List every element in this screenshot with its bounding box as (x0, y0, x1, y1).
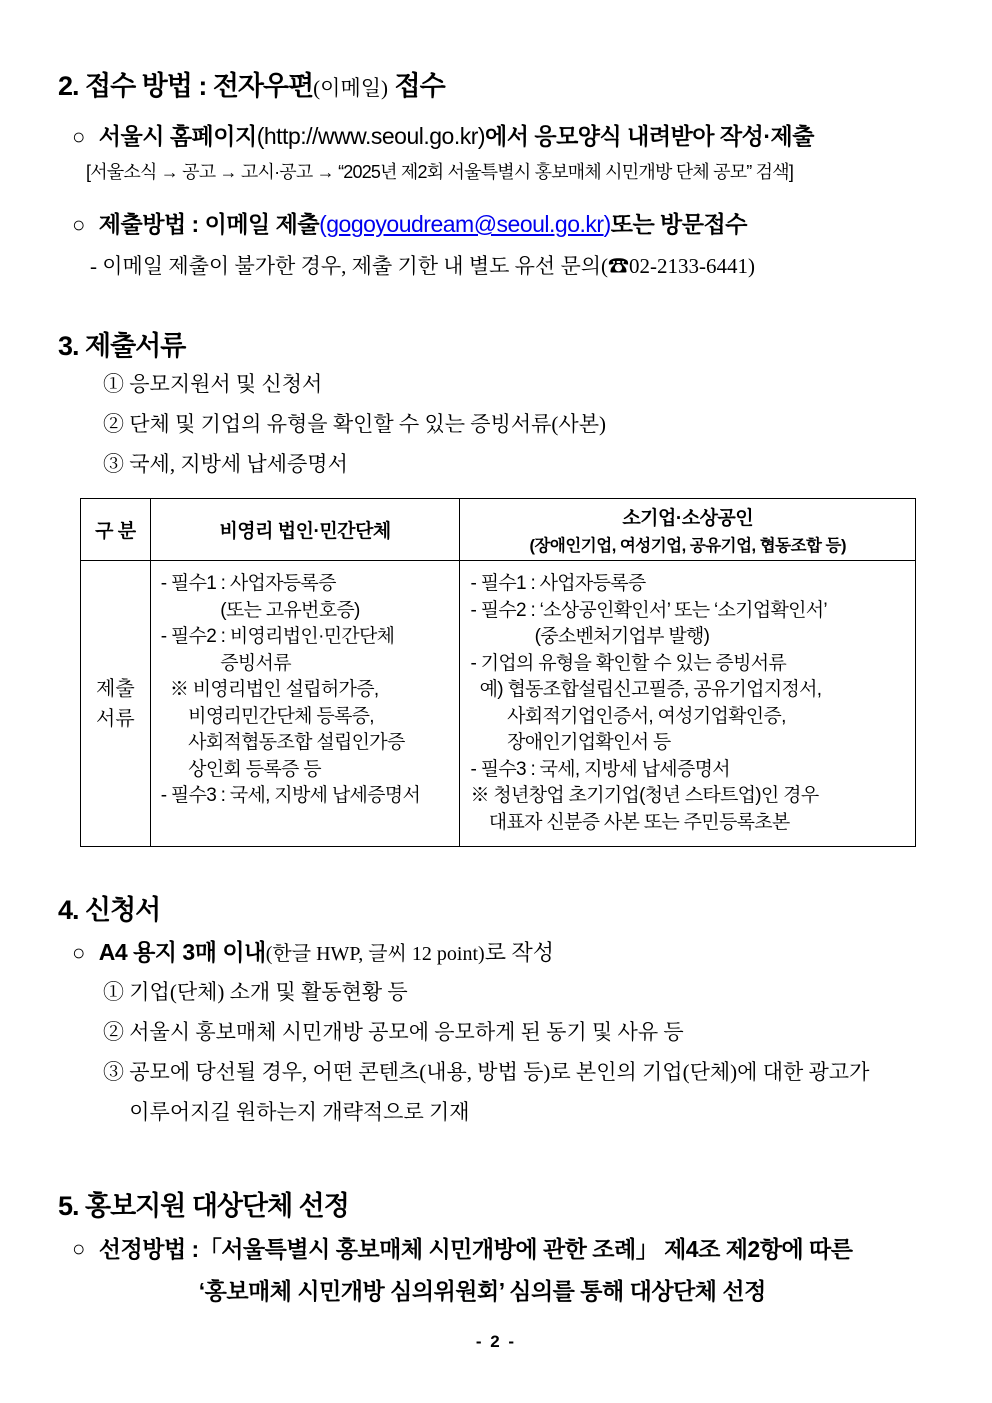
section2-bullet-submit-method (72, 206, 747, 239)
a4-tail: 로 작성 (484, 940, 554, 965)
table-cell-line: 사회적기업인증서, 여성기업확인증, (470, 705, 786, 727)
email-paren-open: ( (319, 211, 327, 237)
table-header-smallbiz-title: 소기업·소상공인 (622, 508, 754, 529)
section4-heading-text: 4. 신청서 (58, 895, 161, 925)
section2-heading (58, 64, 445, 103)
submit-method-bold: 제출방법 : 이메일 제출 (98, 211, 320, 237)
section4-item-list (103, 972, 869, 1132)
table-cell-line: 증빙서류 (160, 652, 291, 674)
table-cell-nonprofit (150, 561, 460, 847)
homepage-url: (http://www.seoul.go.kr) (256, 123, 486, 149)
section2-bullet-homepage (72, 118, 814, 151)
table-cell-line: ※ 비영리법인 설립허가증, (160, 679, 379, 700)
row-label-line2: 서류 (96, 707, 135, 730)
table-header-smallbiz (460, 499, 916, 561)
table-cell-smallbiz (460, 561, 916, 847)
section3-item: ① 응모지원서 및 신청서 (103, 372, 323, 396)
section5-heading-text: 5. 홍보지원 대상단체 선정 (58, 1191, 349, 1221)
section2-heading-tail: 접수 (388, 71, 445, 101)
section5-heading (58, 1184, 349, 1223)
a4-paren: (한글 HWP, 글씨 12 point) (265, 943, 485, 965)
table-cell-line: (중소벤처기업부 발행) (470, 626, 710, 647)
table-cell-line: 대표자 신분증 사본 또는 주민등록초본 (470, 811, 790, 833)
circle-bullet-icon: ○ (72, 1236, 85, 1261)
a4-bold: A4 용지 3매 이내 (98, 939, 266, 965)
homepage-text-bold: 서울시 홈페이지 (98, 123, 257, 149)
table-cell-line: - 필수3 : 국세, 지방세 납세증명서 (160, 785, 421, 806)
section4-item: 이루어지길 원하는지 개략적으로 기재 (103, 1100, 470, 1124)
table-cell-line: 장애인기업확인서 등 (470, 732, 671, 753)
submission-documents-table (80, 498, 916, 847)
selection-line1: 「서울특별시 홍보매체 시민개방에 관한 조례」 제4조 제2항에 따른 (198, 1236, 853, 1262)
section3-heading-text: 3. 제출서류 (58, 331, 186, 361)
table-cell-line: - 필수1 : 사업자등록증 (160, 573, 336, 594)
section2-heading-paren: (이메일) (313, 76, 389, 100)
section2-heading-main: 2. 접수 방법 : 전자우편 (58, 71, 314, 101)
table-cell-line: 비영리민간단체 등록증, (160, 705, 374, 727)
table-header-smallbiz-sub: (장애인기업, 여성기업, 공유기업, 협동조합 등) (529, 537, 846, 555)
section4-bullet-a4 (72, 934, 554, 967)
email-link[interactable]: gogoyoudream@seoul.go.kr (326, 211, 604, 237)
table-header-nonprofit: 비영리 법인·민간단체 (150, 499, 460, 561)
selection-line2: ‘홍보매체 시민개방 심의위원회’ 심의를 통해 대상단체 선정 (198, 1278, 766, 1304)
smallbiz-requirements (460, 561, 915, 836)
table-cell-line: - 필수3 : 국세, 지방세 납세증명서 (470, 758, 730, 780)
table-cell-line: 상인회 등록증 등 (160, 758, 321, 780)
selection-lines (199, 1228, 853, 1312)
section4-heading (58, 888, 160, 927)
row-label-line1: 제출 (96, 677, 135, 700)
section5-bullet-selection (72, 1228, 852, 1312)
table-cell-line: 예) 협동조합설립신고필증, 공유기업지정서, (470, 679, 822, 700)
submit-method-tail: 또는 방문접수 (610, 211, 747, 237)
table-cell-line: - 필수2 : 비영리법인·민간단체 (160, 626, 395, 647)
email-paren-close: ) (603, 211, 611, 237)
phone-note: - 이메일 제출이 불가한 경우, 제출 기한 내 별도 유선 문의(☎02-2133-6441) (90, 254, 756, 278)
section3-item: ③ 국세, 지방세 납세증명서 (103, 452, 348, 476)
section4-item: ① 기업(단체) 소개 및 활동현황 등 (103, 980, 408, 1004)
table-header-category: 구 분 (81, 499, 151, 561)
table-cell-line: 사회적협동조합 설립인가증 (160, 732, 405, 753)
table-header-row (81, 499, 916, 561)
table-cell-line: ※ 청년창업 초기기업(청년 스타트업)인 경우 (470, 785, 819, 806)
page-number: - 2 - (475, 1332, 517, 1351)
table-cell-line: - 필수2 : ‘소상공인확인서’ 또는 ‘소기업확인서’ (470, 599, 827, 621)
section4-item: ③ 공모에 당선될 경우, 어떤 콘텐츠(내용, 방법 등)로 본인의 기업(단체)에 대한 광고가 (103, 1060, 870, 1084)
table-cell-line: - 기업의 유형을 확인할 수 있는 증빙서류 (470, 652, 787, 674)
section3-heading (58, 324, 185, 363)
site-navigation-path: [서울소식 → 공고 → 고시·공고 → “2025년 제2회 서울특별시 홍보매체 시민개방 단체 공모” 검색] (86, 162, 794, 182)
selection-label: 선정방법 : (98, 1236, 199, 1262)
table-body-row (81, 561, 916, 847)
table-cell-line: (또는 고유번호증) (160, 599, 360, 621)
homepage-text-tail: 에서 응모양식 내려받아 작성·제출 (485, 123, 814, 149)
table-row-label (81, 561, 151, 847)
table-cell-line: - 필수1 : 사업자등록증 (470, 573, 646, 594)
section3-item: ② 단체 및 기업의 유형을 확인할 수 있는 증빙서류(사본) (103, 412, 606, 436)
section3-item-list (103, 364, 606, 484)
section4-item: ② 서울시 홍보매체 시민개방 공모에 응모하게 된 동기 및 사유 등 (103, 1020, 684, 1044)
circle-bullet-icon: ○ (72, 124, 85, 149)
circle-bullet-icon: ○ (72, 940, 85, 965)
circle-bullet-icon: ○ (72, 212, 85, 237)
nonprofit-requirements (151, 561, 460, 810)
